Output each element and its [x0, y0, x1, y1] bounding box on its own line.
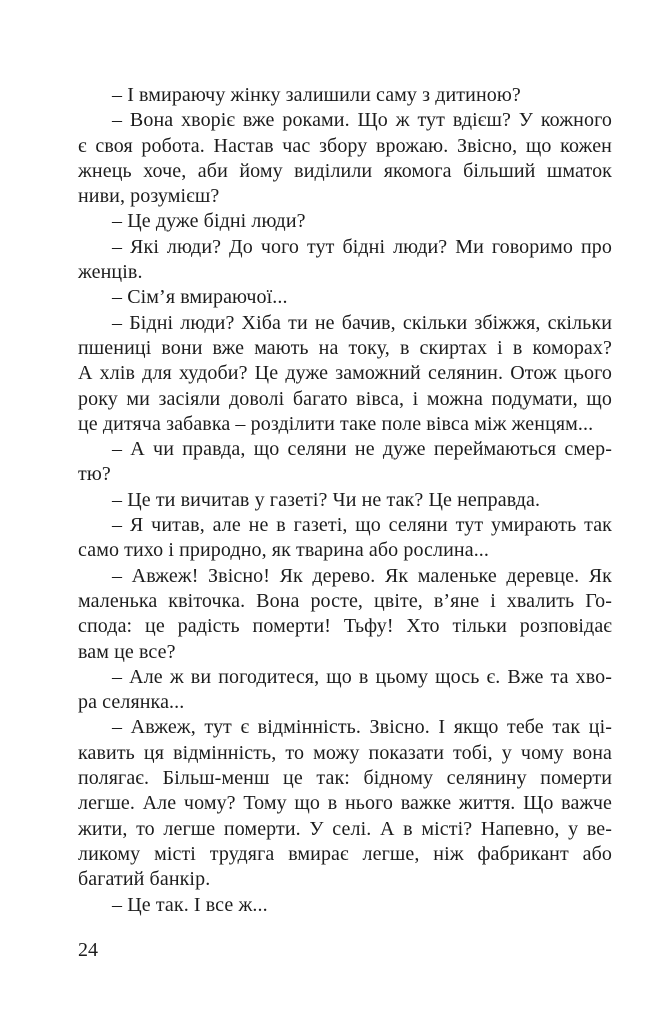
page-number: 24	[78, 939, 98, 961]
text-line: це дитяча забавка – розділити таке поле вівса між женцям...	[78, 412, 594, 435]
text-line: – Бідні люди? Хіба ти не бачив, скільки збіжжя, скільки	[112, 311, 612, 334]
text-line: – Це дуже бідні люди?	[112, 210, 306, 233]
text-line: тю?	[78, 463, 111, 486]
text-line: – І вмираючу жінку залишили саму з дитиною?	[112, 84, 521, 106]
text-line: легше. Але чому? Тому що в нього важке життя. Що важче	[78, 792, 612, 815]
text-line: кавить ця відмінність, то можу показати тобі, у чому вона	[78, 741, 612, 764]
text-line: ниви, розумієш?	[78, 185, 220, 208]
text-line: року ми засіяли доволі багато вівса, і можна подумати, що	[78, 387, 612, 410]
text-line: – Я читав, але не в газеті, що селяни тут умирають так	[112, 514, 612, 537]
text-block	[78, 83, 612, 918]
text-line: – Сім’я вмираючої...	[112, 286, 288, 309]
text-line: – Авжеж! Звісно! Як дерево. Як маленьке деревце. Як	[112, 564, 612, 587]
text-line: – Які люди? До чого тут бідні люди? Ми говоримо про	[112, 235, 612, 258]
text-line: пшениці вони вже мають на току, в скиртах і в коморах?	[78, 336, 612, 359]
text-line: – Авжеж, тут є відмінність. Звісно. І якщо тебе так ці-	[112, 716, 612, 739]
text-line: – А чи правда, що селяни не дуже переймаються смер-	[112, 438, 612, 461]
text-line: – Це так. І все ж...	[112, 893, 268, 916]
text-line: – Це ти вичитав у газеті? Чи не так? Це неправда.	[112, 488, 541, 511]
text-line: маленька квіточка. Вона росте, цвіте, в’яне і хвалить Го-	[78, 589, 612, 612]
text-line: жити, то легше померти. У селі. А в місті? Напевно, у ве-	[78, 817, 612, 840]
text-line: є своя робота. Настав час збору врожаю. Звісно, що кожен	[78, 134, 612, 157]
text-line: А хлів для худоби? Це дуже заможний селянин. Отож цього	[78, 362, 612, 385]
text-line: – Вона хворіє вже роками. Що ж тут вдієш? У кожного	[112, 109, 612, 132]
text-line: вам це все?	[78, 640, 176, 663]
text-line: спода: це радість померти! Тьфу! Хто тільки розповідає	[78, 615, 612, 638]
text-line: жнець хоче, аби йому виділили якомога більший шматок	[78, 159, 612, 182]
text-line: само тихо і природно, як тварина або рослина...	[78, 539, 489, 562]
text-line: женців.	[78, 261, 143, 284]
text-line: ликому місті трудяга вмирає легше, ніж фабрикант або	[78, 842, 612, 865]
text-line: – Але ж ви погодитеся, що в цьому щось є. Вже та хво-	[112, 665, 612, 688]
text-line: багатий банкір.	[78, 868, 211, 891]
text-line: полягає. Більш-менш це так: бідному селянину померти	[78, 767, 612, 790]
text-line: ра селянка...	[78, 691, 185, 714]
